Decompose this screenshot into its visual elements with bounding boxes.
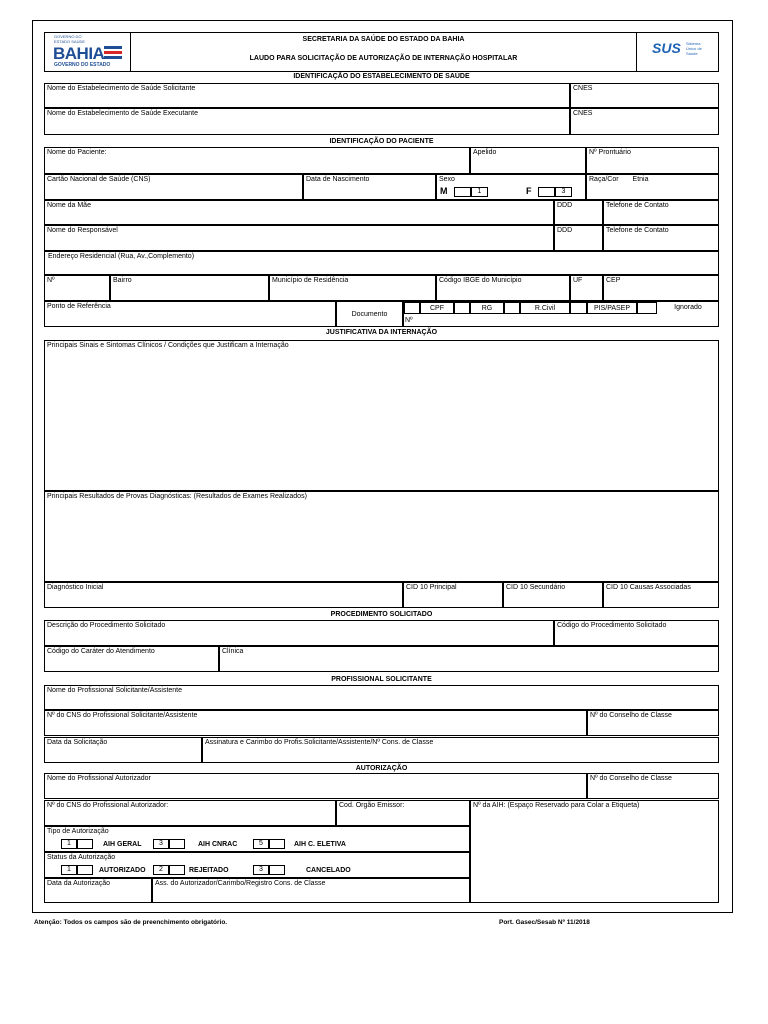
doc-rcivil-checkbox[interactable] bbox=[504, 302, 520, 314]
footer-portaria: Port. Gasec/Sesab Nº 11/2018 bbox=[499, 919, 590, 926]
header-right-divider bbox=[636, 32, 637, 72]
doc-rg-label: RG bbox=[470, 302, 504, 314]
tipo-aih-cnrac-checkbox[interactable] bbox=[169, 839, 185, 849]
doc-numero-label: Nº bbox=[405, 317, 413, 324]
status-autorizado-label: AUTORIZADO bbox=[99, 867, 146, 874]
status-rejeitado-code: 2 bbox=[153, 865, 169, 875]
bahia-flag-icon bbox=[104, 46, 122, 59]
field-cid-causas[interactable]: CID 10 Causas Associadas bbox=[603, 582, 719, 608]
field-raca-cor[interactable] bbox=[586, 174, 719, 200]
bahia-logo-small: GOVERNO DO ESTADO SAÚDE bbox=[54, 34, 86, 44]
field-cns-autorizador[interactable]: Nº do CNS do Profissional Autorizador: bbox=[44, 800, 336, 826]
tipo-aih-eletiva-code: 5 bbox=[253, 839, 269, 849]
tipo-aih-cnrac-label: AIH CNRAC bbox=[198, 841, 238, 848]
doc-cpf-checkbox[interactable] bbox=[404, 302, 420, 314]
field-nome-mae[interactable]: Nome da Mãe bbox=[44, 200, 554, 225]
status-rejeitado-label: REJEITADO bbox=[189, 867, 229, 874]
field-descricao-procedimento[interactable]: Descrição do Procedimento Solicitado bbox=[44, 620, 554, 646]
doc-ignorado-checkbox[interactable] bbox=[637, 302, 657, 314]
sexo-f-code: 3 bbox=[555, 187, 572, 197]
field-ddd-2[interactable]: DDD bbox=[554, 225, 603, 251]
field-telefone-1[interactable]: Telefone de Contato bbox=[603, 200, 719, 225]
sus-logo-text: SUS bbox=[652, 40, 681, 56]
field-orgao-emissor[interactable]: Cod. Orgão Emissor: bbox=[336, 800, 470, 826]
sexo-f-label: F bbox=[526, 186, 532, 196]
form-title: LAUDO PARA SOLICITAÇÃO DE AUTORIZAÇÃO DE INTERNAÇÃO HOSPITALAR bbox=[249, 55, 518, 62]
field-estab-executante[interactable]: Nome do Estabelecimento de Saúde Executante bbox=[44, 108, 570, 135]
field-assinatura-solicitante[interactable]: Assinatura e Carimbo do Profis.Solicitante/Assistente/Nº Cons. de Classe bbox=[202, 737, 719, 763]
sexo-m-label: M bbox=[440, 186, 448, 196]
documento-label-text: Documento bbox=[351, 311, 388, 318]
field-nome-autorizador[interactable]: Nome do Profissional Autorizador bbox=[44, 773, 587, 799]
field-data-autorizacao[interactable]: Data da Autorização bbox=[44, 878, 152, 903]
field-carater-atendimento[interactable]: Código do Caráter do Atendimento bbox=[44, 646, 219, 672]
field-cns-profissional[interactable]: Nº do CNS do Profissional Solicitante/Assistente bbox=[44, 710, 587, 736]
sus-logo-sub: Sistema Único de Saúde bbox=[686, 41, 702, 56]
field-bairro[interactable]: Bairro bbox=[110, 275, 269, 301]
doc-cpf-label: CPF bbox=[420, 302, 454, 314]
field-apelido[interactable]: Apelido bbox=[470, 147, 586, 174]
field-assinatura-autorizador[interactable]: Ass. do Autorizador/Carimbo/Registro Cons. de Classe bbox=[152, 878, 470, 903]
field-sinais-sintomas[interactable]: Principais Sinais e Sintomas Clínicos / Condições que Justificam a Internação bbox=[44, 340, 719, 491]
status-cancelado-checkbox[interactable] bbox=[269, 865, 285, 875]
sexo-label: Sexo bbox=[439, 176, 455, 183]
field-municipio[interactable]: Município de Residência bbox=[269, 275, 436, 301]
doc-rg-checkbox[interactable] bbox=[454, 302, 470, 314]
field-ddd-1[interactable]: DDD bbox=[554, 200, 603, 225]
section-justificativa: JUSTIFICATIVA DA INTERNAÇÃO bbox=[325, 329, 438, 336]
field-telefone-2[interactable]: Telefone de Contato bbox=[603, 225, 719, 251]
sexo-m-checkbox[interactable] bbox=[454, 187, 471, 197]
field-clinica[interactable]: Clínica bbox=[219, 646, 719, 672]
field-cid-secundario[interactable]: CID 10 Secundário bbox=[503, 582, 603, 608]
raca-label: Raça/Cor bbox=[589, 176, 619, 183]
tipo-aih-eletiva-checkbox[interactable] bbox=[269, 839, 285, 849]
field-nome-paciente[interactable]: Nome do Paciente: bbox=[44, 147, 470, 174]
field-cid-principal[interactable]: CID 10 Principal bbox=[403, 582, 503, 608]
field-data-nascimento[interactable]: Data de Nascimento bbox=[303, 174, 436, 200]
tipo-aih-cnrac-code: 3 bbox=[153, 839, 169, 849]
org-title: SECRETARIA DA SAÚDE DO ESTADO DA BAHIA bbox=[302, 36, 465, 43]
section-paciente: IDENTIFICAÇÃO DO PACIENTE bbox=[329, 138, 434, 145]
field-conselho-profissional[interactable]: Nº do Conselho de Classe bbox=[587, 710, 719, 736]
bahia-logo bbox=[50, 34, 126, 70]
field-uf[interactable]: UF bbox=[570, 275, 603, 301]
status-autorizacao-label: Status da Autorização bbox=[47, 854, 116, 861]
tipo-aih-geral-label: AIH GERAL bbox=[103, 841, 142, 848]
field-codigo-procedimento[interactable]: Código do Procedimento Solicitado bbox=[554, 620, 719, 646]
field-numero-aih[interactable]: Nº da AIH: (Espaço Reservado para Colar a Etiqueta) bbox=[470, 800, 719, 903]
doc-pis-label: PIS/PASEP bbox=[587, 302, 637, 314]
field-prontuario[interactable]: Nº Prontuário bbox=[586, 147, 719, 174]
field-cep[interactable]: CEP bbox=[603, 275, 719, 301]
doc-pis-checkbox[interactable] bbox=[570, 302, 587, 314]
field-numero[interactable]: Nº bbox=[44, 275, 110, 301]
field-estab-solicitante[interactable]: Nome do Estabelecimento de Saúde Solicitante bbox=[44, 83, 570, 108]
doc-ignorado-label: Ignorado bbox=[674, 304, 702, 311]
sexo-m-code: 1 bbox=[471, 187, 488, 197]
field-conselho-autorizador[interactable]: Nº do Conselho de Classe bbox=[587, 773, 719, 799]
tipo-aih-eletiva-label: AIH C. ELETIVA bbox=[294, 841, 346, 848]
status-cancelado-label: CANCELADO bbox=[306, 867, 351, 874]
documento-label bbox=[336, 301, 403, 327]
field-data-solicitacao[interactable]: Data da Solicitação bbox=[44, 737, 202, 763]
tipo-autorizacao-label: Tipo de Autorização bbox=[47, 828, 109, 835]
tipo-aih-geral-checkbox[interactable] bbox=[77, 839, 93, 849]
field-resultados-exames[interactable]: Principais Resultados de Provas Diagnósticas: (Resultados de Exames Realizados) bbox=[44, 491, 719, 582]
field-endereco[interactable]: Endereço Residencial (Rua, Av.,Complemento) bbox=[44, 251, 719, 275]
section-profissional: PROFISSIONAL SOLICITANTE bbox=[331, 676, 432, 683]
field-nome-profissional[interactable]: Nome do Profissional Solicitante/Assistente bbox=[44, 685, 719, 710]
field-cnes-solicitante[interactable]: CNES bbox=[570, 83, 719, 108]
field-cns-paciente[interactable]: Cartão Nacional de Saúde (CNS) bbox=[44, 174, 303, 200]
status-autorizado-checkbox[interactable] bbox=[77, 865, 93, 875]
field-nome-responsavel[interactable]: Nome do Responsável bbox=[44, 225, 554, 251]
bahia-logo-sub: GOVERNO DO ESTADO bbox=[54, 62, 111, 68]
section-estabelecimento: IDENTIFICAÇÃO DO ESTABELECIMENTO DE SAÚDE bbox=[293, 73, 470, 80]
field-cnes-executante[interactable]: CNES bbox=[570, 108, 719, 135]
status-cancelado-code: 3 bbox=[253, 865, 269, 875]
footer-atencao: Atenção: Todos os campos são de preenchimento obrigatório. bbox=[34, 919, 228, 926]
tipo-aih-geral-code: 1 bbox=[61, 839, 77, 849]
etnia-label: Etnia bbox=[632, 176, 649, 183]
bahia-logo-text: BAHIA bbox=[53, 44, 105, 63]
status-autorizado-code: 1 bbox=[61, 865, 77, 875]
doc-rcivil-label: R.Civil bbox=[520, 302, 570, 314]
field-diagnostico-inicial[interactable]: Diagnóstico Inicial bbox=[44, 582, 403, 608]
field-ponto-referencia[interactable]: Ponto de Referência bbox=[44, 301, 336, 327]
field-codigo-ibge[interactable]: Código IBGE do Município bbox=[436, 275, 570, 301]
sus-logo bbox=[648, 40, 712, 60]
section-autorizacao: AUTORIZAÇÃO bbox=[355, 765, 408, 772]
sexo-f-checkbox[interactable] bbox=[538, 187, 555, 197]
section-procedimento: PROCEDIMENTO SOLICITADO bbox=[330, 611, 433, 618]
status-rejeitado-checkbox[interactable] bbox=[169, 865, 185, 875]
